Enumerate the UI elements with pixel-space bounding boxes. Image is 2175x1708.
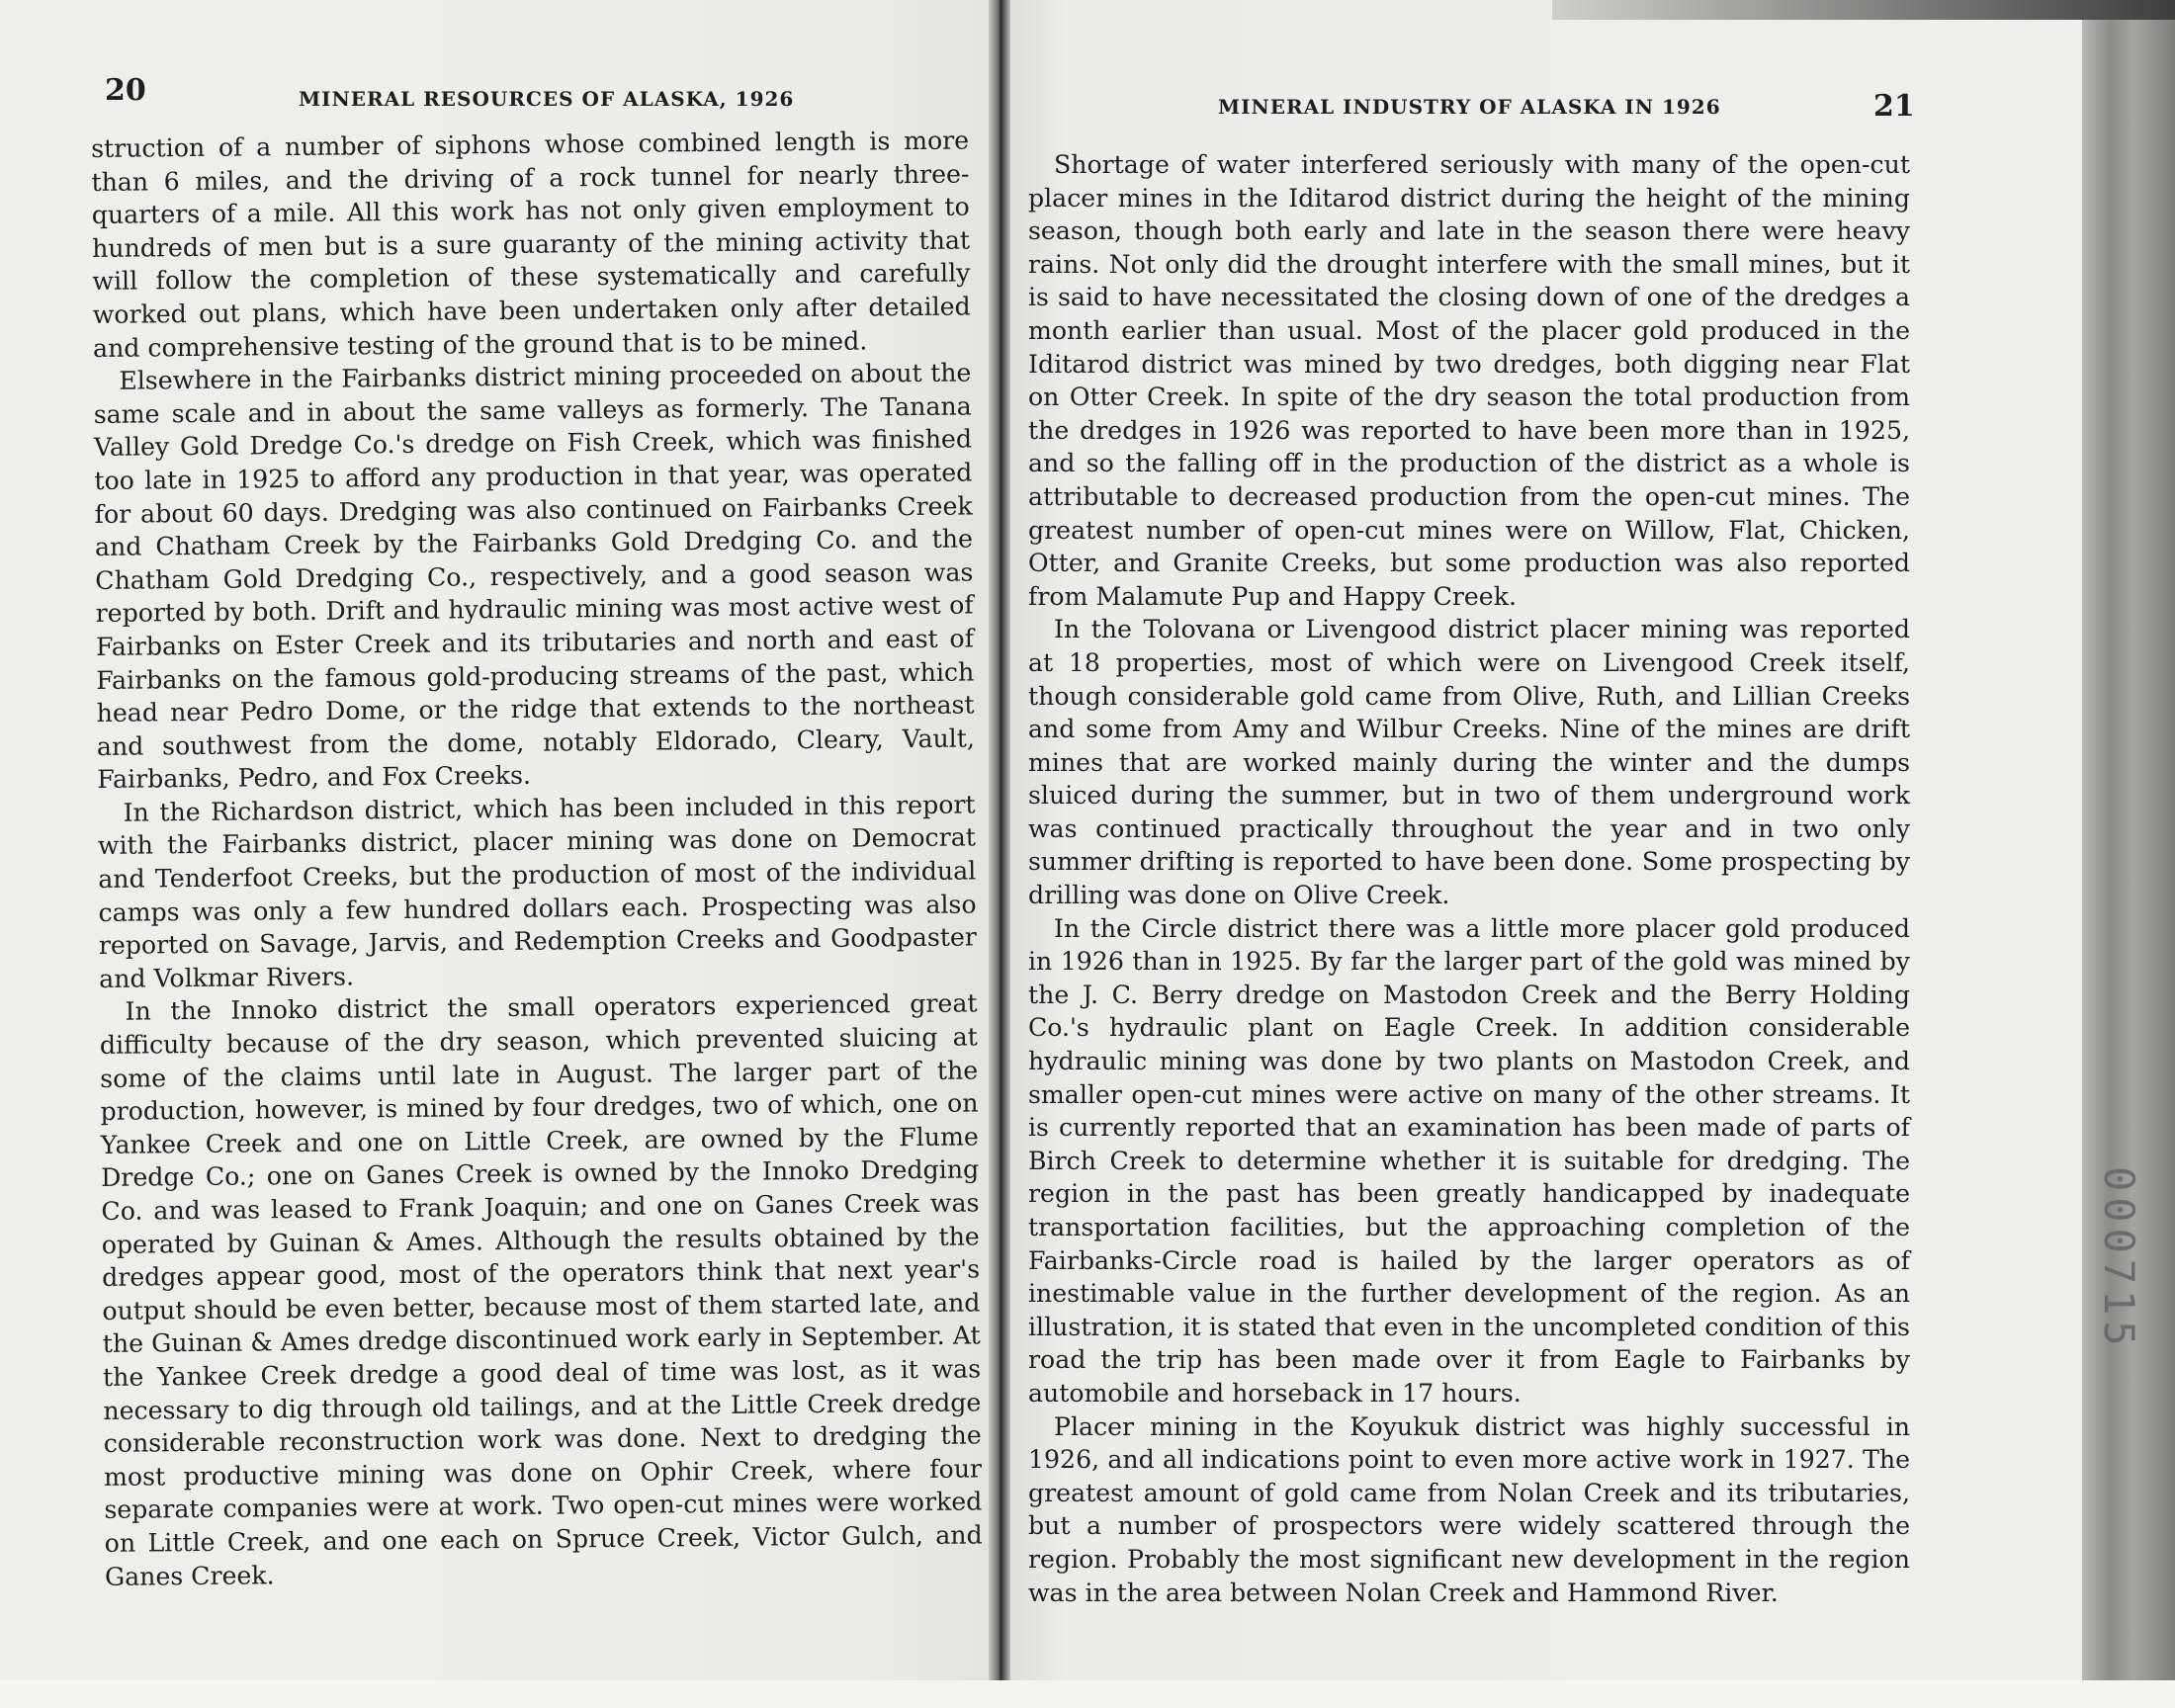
page-edges (2082, 0, 2175, 1680)
paragraph: In the Innoko district the small operators experienced great difficulty because of the dry season, which prevented sluicing at some of the claims until late in August. The larger part of the production, however, is mined by four dredges, two of which, one on Yankee Creek and one on Little Creek, are owned by the Flume Dredge Co.; one on Ganes Creek is owned by the Innoko Dredging Co. and was leased to Frank Joaquin; and one on Ganes Creek was operated by Guinan & Ames. Although the results obtained by the dredges appear good, most of the operators think that next year's output should be even better, because most of them started late, and the Guinan & Ames dredge discontinued work early in September. At the Yankee Creek dredge a good deal of time was lost, as it was necessary to dig through old tailings, and at the Little Creek dredge considerable reconstruction work was done. Next to dredging the most productive mining was done on Ophir Creek, where four separate companies were at work. Two open-cut mines were worked on Little Creek, and one each on Spruce Creek, Victor Gulch, and Ganes Creek. (99, 988, 983, 1591)
paragraph: In the Tolovana or Livengood district placer mining was reported at 18 properties, most of which were on Livengood Creek itself, though considerable gold came from Olive, Ruth, and Lillian Creeks and some from Amy and Wilbur Creeks. Nine of the mines are drift mines that are worked mainly during the winter and the dumps sluiced during the summer, but in two of them underground work was continued practically throughout the year and in two only summer drifting is reported to have been done. Some prospecting by drilling was done on Olive Creek. (1028, 615, 1910, 910)
left-text-column (91, 124, 983, 1593)
paragraph: In the Richardson district, which has been included in this report with the Fairbanks district, placer mining was done on Democrat and Tenderfoot Creeks, but the production of most of the individual camps was only a few hundred dollars each. Prospecting was also reported on Savage, Jarvis, and Redemption Creeks and Goodpaster and Volkmar Rivers. (97, 790, 977, 993)
left-running-head: MINERAL RESOURCES OF ALASKA, 1926 (299, 87, 795, 111)
scan-border (0, 1680, 2175, 1708)
margin-stamp: 000715 (2095, 1166, 2143, 1352)
paragraph: struction of a number of siphons whose combined length is more than 6 miles, and the driving of a rock tunnel for nearly three-quarters of a mile. All this work has not only given employment to hundreds of men but is a sure guaranty of the mining activity that will follow the completion of these systematically and carefully worked out plans, which have been undertaken only after detailed and comprehensive testing of the ground that is to be mined. (91, 126, 971, 363)
paragraph: Shortage of water interfered seriously with many of the open-cut placer mines in the Iditarod district during the height of the mining season, though both early and late in the season there were heavy rains. Not only did the drought interfere with the small mines, but it is said to have necessitated the closing down of one of the dredges a month earlier than usual. Most of the placer gold produced in the Iditarod district was mined by two dredges, both digging near Flat on Otter Creek. In spite of the dry season the total production from the dredges in 1926 was reported to have been more than in 1925, and so the falling off in the production of the district as a whole is attributable to decreased production from the open-cut mines. The greatest number of open-cut mines were on Willow, Flat, Chicken, Otter, and Granite Creeks, but some production was also reported from Malamute Pup and Happy Creek. (1028, 150, 1910, 611)
right-running-head: MINERAL INDUSTRY OF ALASKA IN 1926 (1218, 95, 1721, 119)
left-page-number: 20 (105, 73, 146, 108)
page-edge-shadow (1552, 0, 2175, 20)
paragraph: Placer mining in the Koyukuk district was highly successful in 1926, and all indications point to even more active work in 1927. The greatest amount of gold came from Nolan Creek and its tributaries, but a number of prospectors were widely scattered through the region. Probably the most significant new development in the region was in the area between Nolan Creek and Hammond River. (1028, 1411, 1910, 1607)
paragraph: In the Circle district there was a little more placer gold produced in 1926 than in 1925. By far the larger part of the gold was mined by the J. C. Berry dredge on Mastodon Creek and the Berry Holding Co.'s hydraulic plant on Eagle Creek. In addition considerable hydraulic mining was done by two plants on Mastodon Creek, and smaller open-cut mines were active on many of the other streams. It is currently reported that an examination has been made of parts of Birch Creek to determine whether it is suitable for dredging. The region in the past has been greatly handicapped by inadequate transportation facilities, but the approaching completion of the Fairbanks-Circle road is hailed by the larger operators as of inestimable value in the further development of the region. As an illustration, it is stated that even in the uncompleted condition of this road the trip has been made over it from Eagle to Fairbanks by automobile and horseback in 17 hours. (1028, 913, 1910, 1408)
paragraph: Elsewhere in the Fairbanks district mining proceeded on about the same scale and in about the same valleys as formerly. The Tanana Valley Gold Dredge Co.'s dredge on Fish Creek, which was finished too late in 1925 to afford any production in that year, was operated for about 60 days. Dredging was also continued on Fairbanks Creek and Chatham Creek by the Fairbanks Gold Dredging Co. and the Chatham Gold Dredging Co., respectively, and a good season was reported by both. Drift and hydraulic mining was most active west of Fairbanks on Ester Creek and its tributaries and north and east of Fairbanks on the famous gold-producing streams of the past, which head near Pedro Dome, or the ridge that extends to the northeast and southwest from the dome, notably Eldorado, Cleary, Vault, Fairbanks, Pedro, and Fox Creeks. (93, 358, 976, 795)
right-page-number: 21 (1873, 89, 1915, 124)
right-text-column (1028, 148, 1910, 1609)
book-gutter (989, 0, 1010, 1680)
